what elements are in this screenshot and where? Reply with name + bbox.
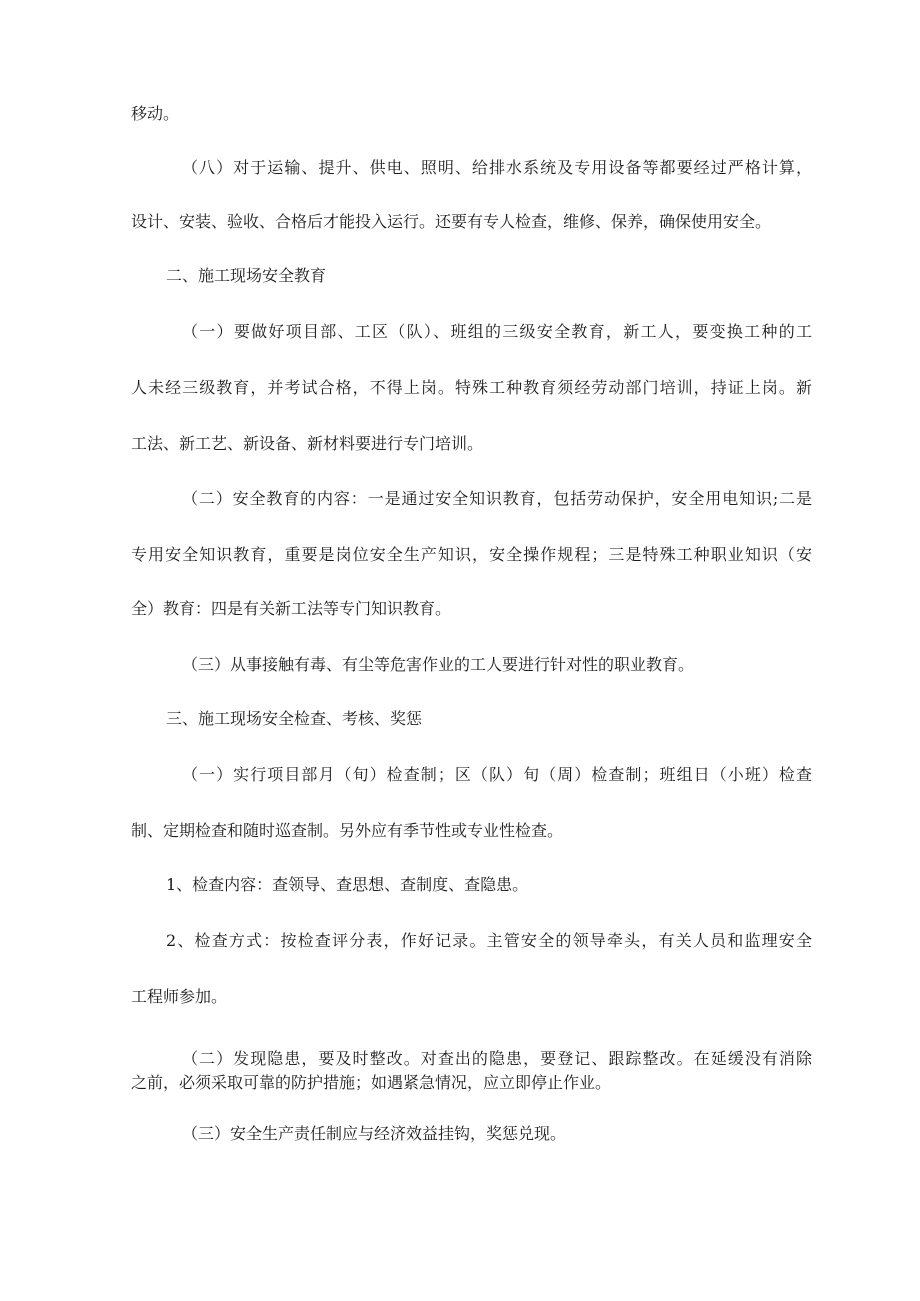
paragraph-line: （三）从事接触有毒、有尘等危害作业的工人要进行针对性的职业教育。 xyxy=(182,655,695,674)
paragraph-line: （二）安全教育的内容：一是通过安全知识教育，包括劳动保护，安全用电知识;二是 xyxy=(182,489,812,508)
paragraph-line: 2、检查方式：按检查评分表，作好记录。主管安全的领导牵头，有关人员和监理安全 xyxy=(166,931,812,950)
paragraph-line: 全）教育：四是有关新工法等专门知识教育。 xyxy=(131,599,452,618)
paragraph-line: （一）要做好项目部、工区（队）、班组的三级安全教育，新工人，要变换工种的工 xyxy=(182,322,812,341)
paragraph-line: 人未经三级教育，并考试合格，不得上岗。特殊工种教育须经劳动部门培训，持证上岗。新 xyxy=(131,378,812,397)
paragraph-line: （二）发现隐患，要及时整改。对查出的隐患，要登记、跟踪整改。在延缓没有消除 xyxy=(182,1049,812,1068)
section-heading: 二、施工现场安全教育 xyxy=(166,266,327,285)
paragraph-line: 移动。 xyxy=(131,104,180,123)
section-heading: 三、施工现场安全检查、考核、奖惩 xyxy=(166,709,423,728)
paragraph-line: 1、检查内容：查领导、查思想、查制度、查隐患。 xyxy=(166,875,529,894)
paragraph-line: 之前，必须采取可靠的防护措施；如遇紧急情况，应立即停止作业。 xyxy=(131,1073,612,1092)
paragraph-line: （一）实行项目部月（旬）检查制；区（队）旬（周）检查制；班组日（小班）检查 xyxy=(182,765,812,784)
paragraph-line: 设计、安装、验收、合格后才能投入运行。还要有专人检查，维修、保养，确保使用安全。 xyxy=(131,212,772,231)
paragraph-line: 制、定期检查和随时巡查制。另外应有季节性或专业性检查。 xyxy=(131,821,564,840)
paragraph-line: 工法、新工艺、新设备、新材料要进行专门培训。 xyxy=(131,434,484,453)
paragraph-line: （三）安全生产责任制应与经济效益挂钩，奖惩兑现。 xyxy=(182,1124,567,1143)
paragraph-line: 专用安全知识教育，重要是岗位安全生产知识，安全操作规程；三是特殊工种职业知识（安 xyxy=(131,545,812,564)
paragraph-line: （八）对于运输、提升、供电、照明、给排水系统及专用设备等都要经过严格计算， xyxy=(182,158,812,177)
paragraph-line: 工程师参加。 xyxy=(131,987,228,1006)
